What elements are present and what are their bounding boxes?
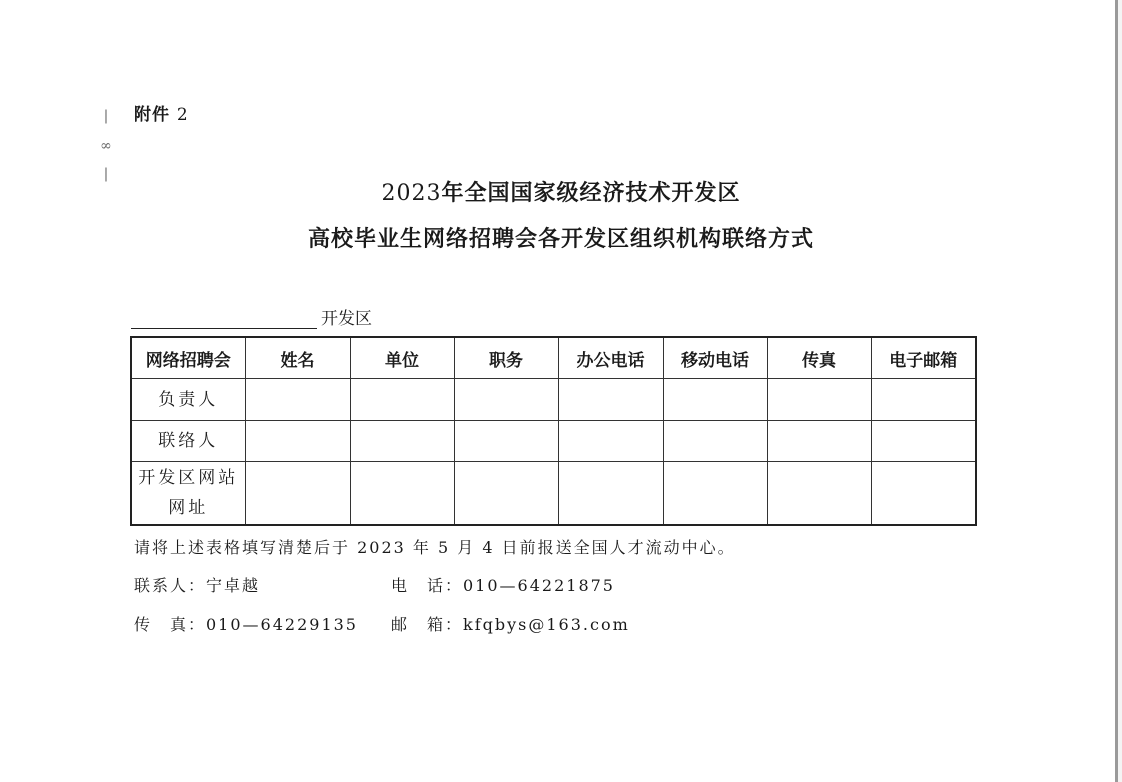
cell-principal-fax[interactable] <box>767 379 871 421</box>
cell-website-office-phone[interactable] <box>558 462 663 526</box>
header-office-phone: 办公电话 <box>558 337 663 379</box>
margin-bar-mark: | <box>103 108 109 124</box>
cell-principal-unit[interactable] <box>350 379 454 421</box>
cell-website-position[interactable] <box>454 462 558 526</box>
cell-liaison-unit[interactable] <box>350 421 454 462</box>
contact-email: 邮 箱：kfqbys@163.com <box>391 615 630 634</box>
cell-liaison-office-phone[interactable] <box>558 421 663 462</box>
cell-principal-email[interactable] <box>871 379 976 421</box>
cell-website-email[interactable] <box>871 462 976 526</box>
scan-edge-shadow <box>1115 0 1118 782</box>
cell-website-unit[interactable] <box>350 462 454 526</box>
header-mobile-phone: 移动电话 <box>663 337 767 379</box>
contact-phone: 电 话：010—64221875 <box>391 576 615 595</box>
header-fax: 传真 <box>767 337 871 379</box>
cell-liaison-email[interactable] <box>871 421 976 462</box>
cell-principal-office-phone[interactable] <box>558 379 663 421</box>
header-name: 姓名 <box>245 337 350 379</box>
title-year: 2023 <box>381 181 442 206</box>
header-recruitment: 网络招聘会 <box>131 337 245 379</box>
cell-liaison-position[interactable] <box>454 421 558 462</box>
zone-name-blank[interactable] <box>131 310 317 329</box>
contact-table <box>130 336 977 526</box>
header-unit: 单位 <box>350 337 454 379</box>
cell-website-fax[interactable] <box>767 462 871 526</box>
cell-website-mobile-phone[interactable] <box>663 462 767 526</box>
scan-edge <box>1118 0 1122 782</box>
zone-suffix: 开发区 <box>321 309 372 329</box>
cell-principal-name[interactable] <box>245 379 350 421</box>
margin-infinity-mark: ∞ <box>100 138 112 154</box>
title-line1-text: 年全国国家级经济技术开发区 <box>441 181 741 206</box>
cell-principal-position[interactable] <box>454 379 558 421</box>
row-label-principal: 负责人 <box>131 379 245 421</box>
cell-principal-mobile-phone[interactable] <box>663 379 767 421</box>
contact-fax: 传 真：010—64229135 <box>134 615 358 634</box>
table-row-website <box>131 462 976 526</box>
cell-liaison-fax[interactable] <box>767 421 871 462</box>
submission-note: 请将上述表格填写清楚后于 2023 年 5 月 4 日前报送全国人才流动中心。 <box>134 538 736 557</box>
header-email: 电子邮箱 <box>871 337 976 379</box>
cell-liaison-mobile-phone[interactable] <box>663 421 767 462</box>
contact-person: 联系人：宁卓越 <box>134 576 261 595</box>
attachment-text: 附件 <box>134 105 170 125</box>
margin-bar-mark-lower: | <box>103 166 109 182</box>
row-label-website <box>131 462 245 526</box>
row-label-website-line2: 网址 <box>168 498 209 518</box>
row-label-website-line1: 开发区网站 <box>138 468 239 488</box>
document-title-line2: 高校毕业生网络招聘会各开发区组织机构联络方式 <box>307 227 814 252</box>
table-row-principal <box>131 379 976 421</box>
table-header-row <box>131 337 976 379</box>
attachment-number: 2 <box>176 105 189 125</box>
cell-liaison-name[interactable] <box>245 421 350 462</box>
document-title-line1 <box>0 176 1122 207</box>
zone-name-line <box>131 304 372 329</box>
attachment-label <box>134 100 189 125</box>
cell-website-name[interactable] <box>245 462 350 526</box>
header-position: 职务 <box>454 337 558 379</box>
row-label-liaison: 联络人 <box>131 421 245 462</box>
table-row-liaison <box>131 421 976 462</box>
